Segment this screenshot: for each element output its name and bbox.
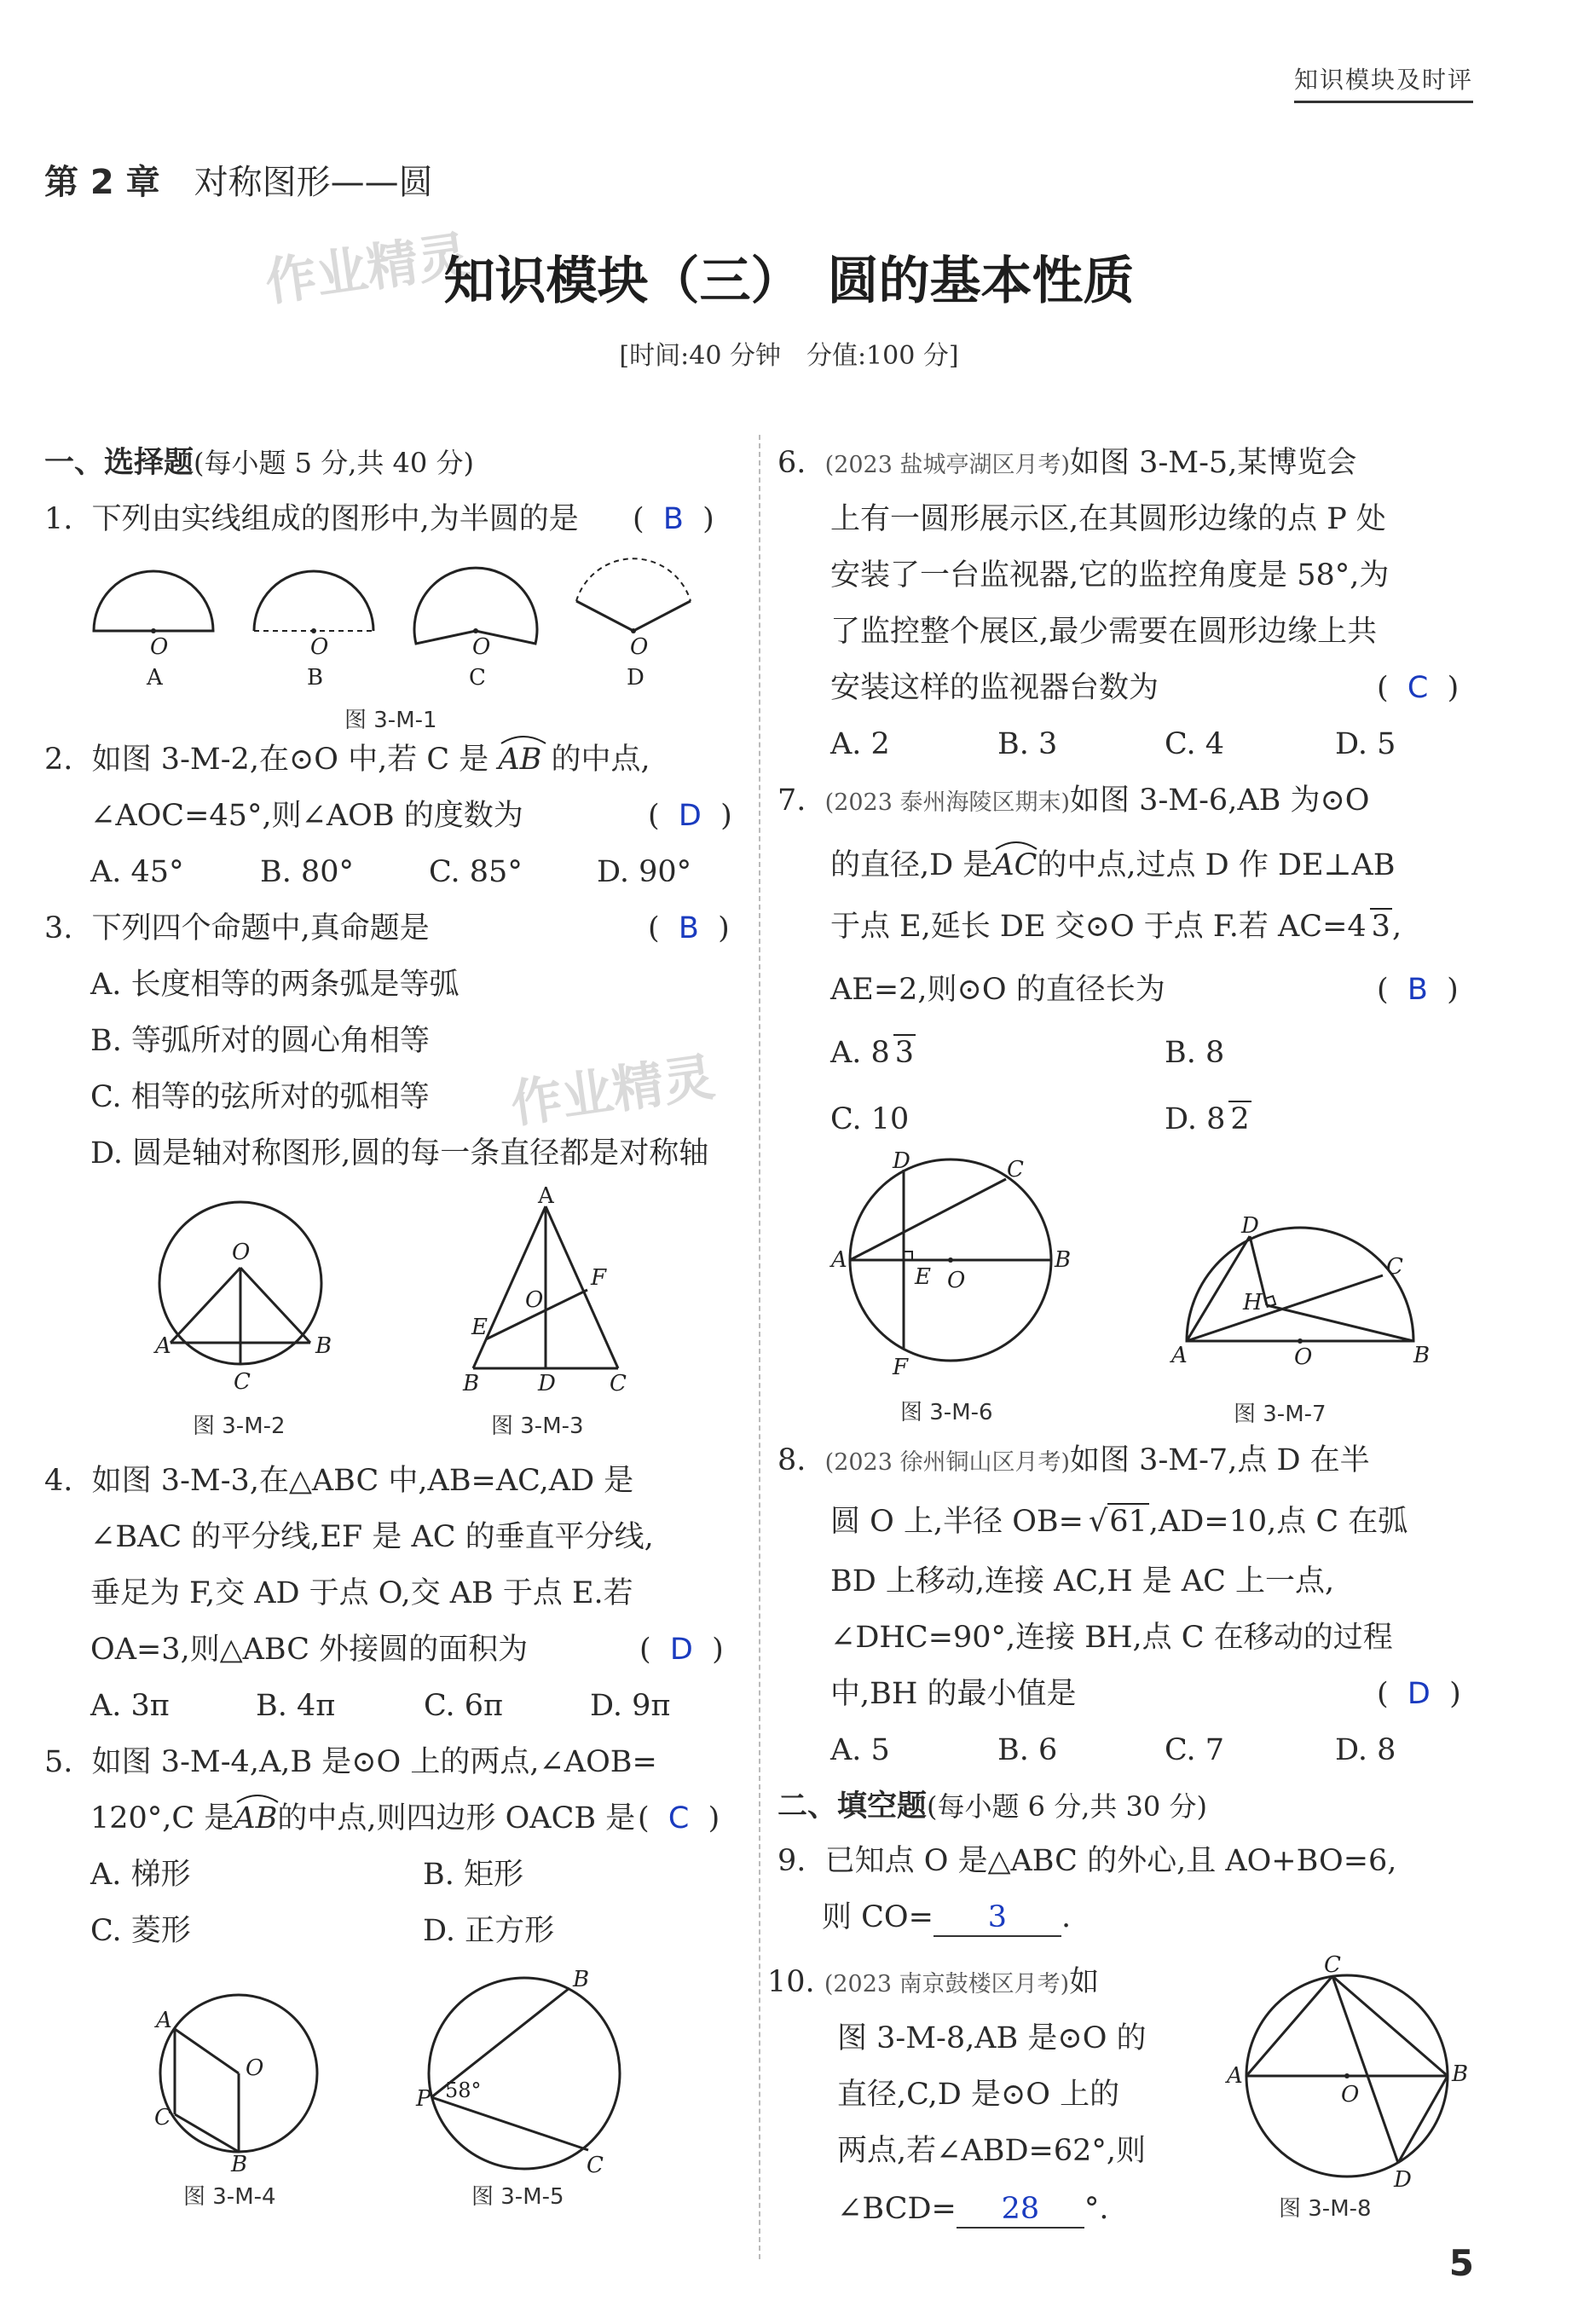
q8-option-b: B. 6: [997, 1733, 1058, 1767]
q3-option-a: A. 长度相等的两条弧是等弧: [90, 968, 460, 1002]
arc-mark-icon: [498, 733, 549, 745]
q5-option-c: C. 菱形: [90, 1914, 191, 1948]
sqrt-radicand: 61: [1109, 1505, 1147, 1539]
fig5-angle-label: 58°: [445, 2078, 482, 2102]
caption-3-M-8: 图 3-M-8: [1279, 2196, 1372, 2222]
q2-option-a: A. 45°: [90, 855, 184, 889]
q7-option-c: C. 10: [830, 1102, 910, 1136]
fig6-label-b: B: [1055, 1247, 1072, 1273]
q5-option-a: A. 梯形: [90, 1858, 191, 1892]
q8-answer: D: [1407, 1677, 1431, 1711]
q10-answer-blank: 28: [957, 2191, 1084, 2229]
fig2-label-o: O: [232, 1240, 251, 1265]
fig7-label-o: O: [1294, 1344, 1313, 1370]
chapter-heading: [44, 155, 433, 204]
q2-option-d: D. 90°: [597, 855, 692, 889]
figure-3-M-1: [77, 558, 708, 703]
chapter-title: 对称图形——圆: [194, 163, 433, 202]
q4-stem-line1: 4. 如图 3-M-3,在△ABC 中,AB=AC,AD 是: [44, 1464, 634, 1498]
q6-stem-line2: 上有一圆形展示区,在其圆形边缘的点 P 处: [830, 502, 1386, 536]
q1-stem: 1. 下列由实线组成的图形中,为半圆的是: [44, 502, 579, 536]
q6-stem-line5: 安装这样的监视器台数为: [830, 671, 1159, 705]
q2-stem-line1: 2. 如图 3-M-2,在⊙O 中,若 C 是 AB 的中点,: [44, 742, 650, 778]
fig6-label-d: D: [893, 1148, 910, 1174]
fig3-label-d: D: [538, 1371, 556, 1396]
q7-stem-line3: 于点 E,延长 DE 交⊙O 于点 F.若 AC=4 3,: [830, 910, 1402, 944]
chapter-number: 第 2 章: [44, 163, 160, 202]
q10-stem-line2: 图 3-M-8,AB 是⊙O 的: [837, 2021, 1147, 2055]
caption-3-M-4: 图 3-M-4: [183, 2184, 276, 2210]
q2-stem-line2: ∠AOC=45°,则∠AOB 的度数为: [90, 799, 523, 833]
q6-stem-line4: 了监控整个展区,最少需要在圆形边缘上共: [830, 615, 1378, 649]
arc-mark-icon: [234, 1792, 281, 1804]
q7-stem-line4: AE=2,则⊙O 的直径长为: [830, 973, 1165, 1007]
caption-3-M-3: 图 3-M-3: [491, 1413, 584, 1439]
fig6-label-a: A: [831, 1247, 847, 1273]
q2-option-b: B. 80°: [260, 855, 355, 889]
figure-3-M-8: [1223, 1952, 1471, 2193]
figure-3-M-7: [1168, 1213, 1432, 1388]
fig8-label-b: B: [1452, 2061, 1469, 2087]
q3-stem: 3. 下列四个命题中,真命题是: [44, 911, 430, 945]
q8-option-a: A. 5: [830, 1733, 890, 1767]
q5-stem-line1: 5. 如图 3-M-4,A,B 是⊙O 上的两点,∠AOB=: [44, 1745, 657, 1779]
fig2-label-b: B: [315, 1333, 332, 1359]
q9-stem-line2: 则 CO= 3 .: [822, 1899, 1071, 1937]
fig4-label-o: O: [246, 2055, 264, 2081]
caption-3-M-6: 图 3-M-6: [900, 1400, 993, 1425]
arc-mark-icon: [992, 839, 1040, 851]
q8-stem-line3: BD 上移动,连接 AC,H 是 AC 上一点,: [830, 1564, 1335, 1598]
fig3-label-f: F: [591, 1265, 607, 1291]
fig4-label-b: B: [231, 2152, 248, 2177]
fig3-label-b: B: [463, 1371, 480, 1396]
caption-3-M-5: 图 3-M-5: [471, 2184, 564, 2210]
q8-answer-bracket: ( D ): [1377, 1677, 1461, 1711]
q3-answer-bracket: ( B ): [648, 911, 730, 945]
fig3-label-e: E: [471, 1315, 488, 1340]
q1-fig-label-c: C: [469, 665, 486, 691]
q5-answer: C: [668, 1801, 690, 1835]
figure-3-M-6: [831, 1148, 1078, 1381]
q7-option-d: D. 8 2: [1165, 1102, 1250, 1136]
q8-option-d: D. 8: [1335, 1733, 1396, 1767]
q1-o-label-d: O: [630, 634, 649, 660]
q5-option-b: B. 矩形: [423, 1858, 523, 1892]
fig7-label-c: C: [1386, 1254, 1403, 1280]
fig6-label-c: C: [1007, 1157, 1024, 1182]
fig6-label-e: E: [915, 1264, 931, 1290]
q5-option-d: D. 正方形: [423, 1914, 555, 1948]
q6-stem-line1: 6. (2023 盐城亭湖区月考)如图 3-M-5,某博览会: [777, 446, 1357, 480]
fig8-label-a: A: [1227, 2063, 1243, 2089]
q1-answer-bracket: ( B ): [633, 502, 714, 536]
fig3-label-a: A: [538, 1183, 554, 1209]
q8-stem-line4: ∠DHC=90°,连接 BH,点 C 在移动的过程: [830, 1621, 1393, 1655]
fig8-label-d: D: [1394, 2167, 1412, 2193]
q1-answer: B: [662, 502, 684, 536]
q5-answer-bracket: ( C ): [638, 1801, 720, 1835]
sqrt-radicand: 3: [1371, 910, 1390, 944]
fig7-label-d: D: [1241, 1213, 1259, 1239]
q2-answer-bracket: ( D ): [648, 799, 732, 833]
page-title: 知识模块（三） 圆的基本性质: [443, 251, 1135, 311]
q8-stem-line5: 中,BH 的最小值是: [830, 1677, 1077, 1711]
fig2-label-c: C: [234, 1369, 251, 1395]
fig8-label-o: O: [1341, 2082, 1360, 2107]
running-header: 知识模块及时评: [1294, 61, 1473, 103]
q3-option-d: D. 圆是轴对称图形,圆的每一条直径都是对称轴: [90, 1136, 709, 1171]
fig3-label-c: C: [610, 1371, 627, 1396]
q3-answer: B: [678, 911, 699, 945]
fig2-label-a: A: [155, 1333, 171, 1359]
caption-3-M-2: 图 3-M-2: [193, 1413, 286, 1439]
q6-option-d: D. 5: [1335, 727, 1396, 761]
q8-stem-line2: 圆 O 上,半径 OB= √61,AD=10,点 C 在弧: [830, 1505, 1408, 1539]
fig7-label-h: H: [1243, 1290, 1263, 1315]
q1-o-label-c: O: [472, 634, 491, 660]
q7-option-a: A. 8 3: [830, 1036, 915, 1070]
q6-answer: C: [1407, 671, 1429, 705]
figure-3-M-5: [418, 1969, 627, 2178]
section2-heading: 二、填空题(每小题 6 分,共 30 分): [777, 1789, 1207, 1824]
q4-option-b: B. 4π: [256, 1689, 336, 1723]
q4-option-a: A. 3π: [90, 1689, 170, 1723]
q6-answer-bracket: ( C ): [1377, 671, 1460, 705]
figure-3-M-4: [149, 1980, 328, 2177]
fig4-label-a: A: [156, 2008, 172, 2033]
q1-fig-label-a: A: [147, 665, 163, 691]
column-divider: [759, 435, 760, 2259]
q7-stem-line2: 的直径,D 是 AC的中点,过点 D 作 DE⊥AB: [830, 847, 1395, 883]
page-subtitle: [时间:40 分钟 分值:100 分]: [619, 341, 959, 371]
q10-stem-line1: 10. (2023 南京鼓楼区月考)如: [767, 1965, 1100, 1999]
fig5-label-p: P: [416, 2086, 431, 2112]
q8-option-c: C. 7: [1165, 1733, 1225, 1767]
watermark: 作业精灵: [261, 225, 473, 314]
q4-stem-line2: ∠BAC 的平分线,EF 是 AC 的垂直平分线,: [90, 1520, 654, 1554]
q7-answer: B: [1407, 973, 1428, 1007]
caption-3-M-1: 图 3-M-1: [344, 708, 437, 733]
q4-answer-bracket: ( D ): [639, 1633, 724, 1667]
fig6-label-o: O: [947, 1268, 966, 1293]
fig6-label-f: F: [893, 1355, 909, 1380]
fig7-label-b: B: [1413, 1343, 1431, 1368]
q7-option-b: B. 8: [1165, 1036, 1225, 1070]
section1-heading: 一、选择题(每小题 5 分,共 40 分): [44, 446, 474, 480]
q1-fig-label-d: D: [627, 665, 644, 691]
q2-option-c: C. 85°: [429, 855, 523, 889]
q10-stem-line3: 直径,C,D 是⊙O 上的: [837, 2078, 1120, 2112]
figure-3-M-3: [456, 1183, 652, 1398]
q4-option-c: C. 6π: [424, 1689, 504, 1723]
q9-answer-blank: 3: [934, 1899, 1061, 1937]
q5-stem-line2: 120°,C 是 AB的中点,则四边形 OACB 是: [90, 1801, 635, 1836]
q1-o-label-a: O: [150, 634, 169, 660]
caption-3-M-7: 图 3-M-7: [1234, 1402, 1327, 1427]
q3-option-c: C. 相等的弦所对的弧相等: [90, 1080, 430, 1114]
watermark-2: 作业精灵: [506, 1047, 719, 1136]
q3-option-b: B. 等弧所对的圆心角相等: [90, 1024, 430, 1058]
q6-stem-line3: 安装了一台监视器,它的监控角度是 58°,为: [830, 558, 1390, 593]
q10-stem-line4: 两点,若∠ABD=62°,则: [837, 2134, 1146, 2168]
q6-option-a: A. 2: [830, 727, 890, 761]
q7-stem-line1: 7. (2023 泰州海陵区期末)如图 3-M-6,AB 为⊙O: [777, 783, 1370, 818]
fig4-label-c: C: [154, 2105, 171, 2130]
q1-o-label-b: O: [310, 634, 329, 660]
q7-answer-bracket: ( B ): [1377, 973, 1459, 1007]
q2-answer: D: [678, 799, 702, 833]
q6-option-b: B. 3: [997, 727, 1058, 761]
fig8-label-c: C: [1324, 1952, 1341, 1978]
fig5-label-b: B: [573, 1967, 590, 1992]
figure-3-M-2: [145, 1189, 350, 1394]
q4-answer: D: [669, 1633, 693, 1667]
fig3-label-o: O: [525, 1287, 544, 1313]
fig5-label-c: C: [587, 2153, 604, 2178]
q6-option-c: C. 4: [1165, 727, 1225, 761]
page-number: 5: [1448, 2242, 1474, 2284]
q4-stem-line3: 垂足为 F,交 AD 于点 O,交 AB 于点 E.若: [90, 1576, 633, 1610]
q1-fig-label-b: B: [307, 665, 324, 691]
q4-stem-line4: OA=3,则△ABC 外接圆的面积为: [90, 1633, 529, 1667]
fig7-label-a: A: [1171, 1343, 1188, 1368]
q9-stem-line1: 9. 已知点 O 是△ABC 的外心,且 AO+BO=6,: [777, 1844, 1397, 1878]
q4-option-d: D. 9π: [590, 1689, 671, 1723]
q10-stem-line5: ∠BCD= 28 °.: [837, 2191, 1109, 2229]
q8-stem-line1: 8. (2023 徐州铜山区月考)如图 3-M-7,点 D 在半: [777, 1443, 1370, 1477]
